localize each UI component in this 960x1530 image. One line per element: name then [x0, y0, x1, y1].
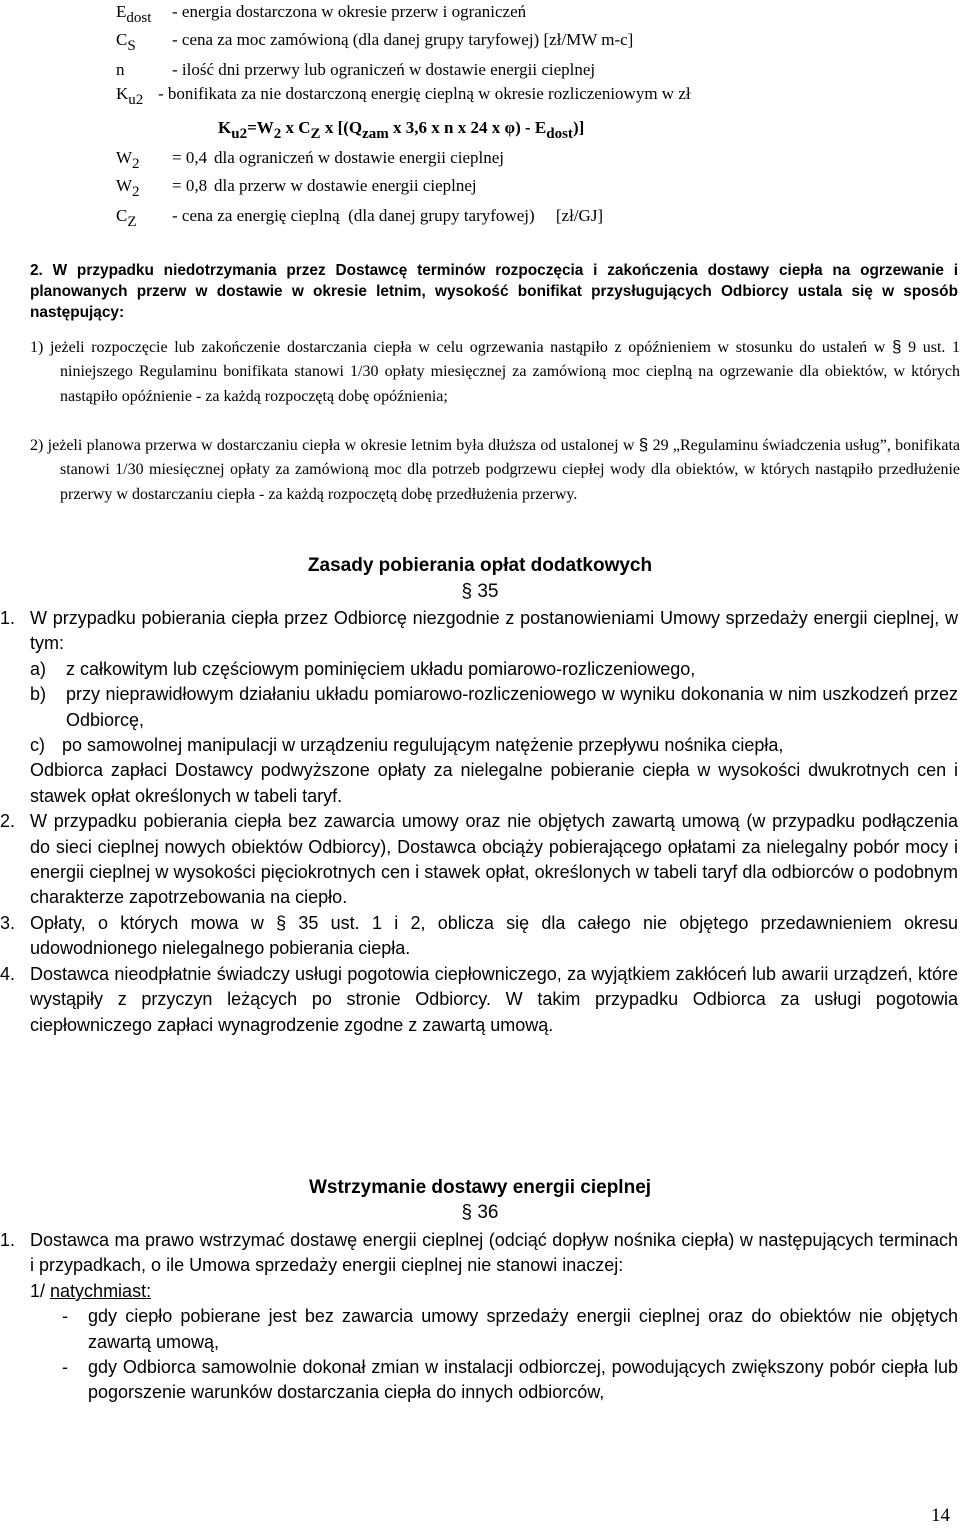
- definition-description: - bonifikata za nie dostarczoną energię cieplną w okresie rozliczeniowym w zł: [158, 84, 691, 103]
- parameter-value: - cena za energię cieplną (dla danej grupy taryfowej) [zł/GJ]: [172, 206, 604, 225]
- item-number: 2.: [0, 811, 16, 832]
- item-number: 4.: [0, 963, 16, 984]
- item-number: 1.: [0, 608, 16, 628]
- sub-item-label: natychmiast:: [50, 1280, 152, 1301]
- item-text: Dostawca ma prawo wstrzymać dostawę energii cieplnej (odciąć dopływ nośnika ciepła) w następujących terminach i przypadkach, o ile Umowa sprzedaży energii cieplnej nie stanowi inaczej:: [30, 1230, 958, 1276]
- page-number: 14: [931, 1505, 950, 1526]
- list-item: [0, 809, 958, 911]
- bonus-item-2: [30, 433, 960, 507]
- sub-item-heading: [0, 1279, 958, 1304]
- item-text: W przypadku pobierania ciepła przez Odbiorcę niezgodnie z postanowieniami Umowy sprzedaży energii cieplnej, w tym:: [30, 608, 958, 654]
- definition-symbol: n: [116, 60, 125, 79]
- item-letter: a): [30, 658, 47, 679]
- parameter-description: dla przerw w dostawie energii cieplnej: [214, 176, 477, 195]
- item-text: Dostawca nieodpłatnie świadczy usługi pogotowia ciepłowniczego, za wyjątkiem zakłóceń lub awarii urządzeń, które wystąpiły z przyczyn leżących po stronie Odbiorcy. W takim przypadku Odbiorca za usługi pogotowia ciepłowniczego zapłaci wynagrodzenie zgodne z zawartą umową.: [30, 963, 958, 1035]
- list-item: [0, 1355, 958, 1406]
- section-title: Wstrzymanie dostawy energii cieplnej: [308, 1177, 652, 1198]
- definition-description: - cena za moc zamówioną (dla danej grupy taryfowej) [zł/MW m-c]: [172, 30, 634, 49]
- list-item: [0, 1304, 958, 1355]
- list-item: [0, 962, 958, 1038]
- paragraph-text: W przypadku niedotrzymania przez Dostawcę terminów rozpoczęcia i zakończenia dostawy ciepła na ogrzewanie i planowanych przerw w dostawie w okresie letnim, wysokość bonifikat przysługujących Odbiorcy ustala się w sposób następujący:: [30, 262, 958, 321]
- item-number: 1.: [0, 1230, 16, 1250]
- definition-description: - energia dostarczona w okresie przerw i ograniczeń: [172, 2, 527, 21]
- definition-description: - ilość dni przerwy lub ograniczeń w dostawie energii cieplnej: [172, 60, 596, 79]
- item-text: Opłaty, o których mowa w § 35 ust. 1 i 2, oblicza się dla całego nie objętego przedawnieniem okresu udowodnionego nielegalnego pobierania ciepła.: [30, 912, 958, 959]
- section-35-item-1: [0, 606, 958, 1038]
- item-text: przy nieprawidłowym działaniu układu pomiarowo-rozliczeniowego w wyniku dokonania w nim uszkodzeń przez Odbiorcę,: [66, 684, 958, 730]
- item-text: gdy ciepło pobierane jest bez zawarcia umowy sprzedaży energii cieplnej oraz do obiektów nie objętych zawartą umową,: [88, 1306, 958, 1352]
- bonus-formula: Ku2=W2 x CZ x [(Qzam x 3,6 x n x 24 x φ) - Edost)]: [218, 118, 585, 142]
- item-number: 1): [30, 339, 44, 356]
- item-tail: Odbiorca zapłaci Dostawcy podwyższone opłaty za nielegalne pobieranie ciepła w wysokości dwukrotnych cen i stawek opłat określonych w tabeli taryf.: [30, 760, 958, 806]
- item-text: 29 „Regulaminu świadczenia usług”, bonifikata stanowi 1/30 miesięcznej opłaty za zamówioną moc dla potrzeb podgrzewu ciepłej wody dla obiektów, w których nastąpiło przedłużenie przerwy w dostarczaniu ciepła - za każdą rozpoczętą dobę przedłużenia przerwy.: [60, 437, 960, 503]
- list-item: [0, 733, 958, 758]
- dash-bullet: -: [62, 1357, 68, 1378]
- item-letter: c): [30, 735, 45, 756]
- section-36-item-1: [0, 1228, 958, 1406]
- item-text: po samowolnej manipulacji w urządzeniu regulującym natężenie przepływu nośnika ciepła,: [62, 735, 784, 756]
- parameter-value: = 0,4: [172, 148, 208, 167]
- parameter-symbol: W2: [116, 148, 140, 172]
- item-number: 3.: [0, 912, 16, 933]
- section-number: § 35: [461, 581, 499, 602]
- definition-symbol: Ku2: [116, 84, 144, 108]
- item-text: z całkowitym lub częściowym pominięciem układu pomiarowo-rozliczeniowego,: [66, 658, 696, 679]
- list-item: [0, 911, 958, 962]
- item-number: 2): [30, 437, 44, 454]
- item-letter: b): [30, 684, 47, 705]
- definition-symbol: Edost: [116, 2, 152, 26]
- sub-item-number: 1/: [30, 1280, 46, 1301]
- section-title: Zasady pobierania opłat dodatkowych: [307, 555, 653, 576]
- list-item: [0, 657, 958, 682]
- list-item: [0, 682, 958, 733]
- paragraph-number: 2.: [30, 262, 43, 279]
- section-number: § 36: [461, 1202, 499, 1223]
- parameter-description: dla ograniczeń w dostawie energii cieplnej: [214, 148, 504, 167]
- section-sign: §: [892, 337, 902, 356]
- item-text: jeżeli planowa przerwa w dostarczaniu ciepła w okresie letnim była dłuższa od ustalonej w: [47, 437, 635, 454]
- section-sign: §: [638, 435, 649, 454]
- dash-bullet: -: [62, 1306, 68, 1327]
- item-text: 9 ust. 1 niniejszego Regulaminu bonifikata stanowi 1/30 opłaty miesięcznej za zamówioną moc cieplną na ogrzewanie dla obiektów, w których nastąpiło opóźnienie - za każdą rozpoczętą dobę opóźnienia;: [60, 339, 960, 405]
- item-text: jeżeli rozpoczęcie lub zakończenie dostarczania ciepła w celu ogrzewania nastąpiło z opóźnieniem w stosunku do ustaleń w: [49, 339, 886, 356]
- bonus-paragraph-2: [30, 260, 958, 323]
- parameter-symbol: CZ: [116, 206, 137, 230]
- item-text: W przypadku pobierania ciepła bez zawarcia umowy oraz nie objętych zawartą umową (w przypadku podłączenia do sieci cieplnej nowych obiektów Odbiorcy), Dostawca obciąży pobierającego opłatami za nielegalny pobór mocy i energii cieplnej w wysokości pięciokrotnych cen i stawek opłat, określonych w tabeli taryf dla odbiorców o podobnym charakterze zapotrzebowania na ciepło.: [30, 811, 958, 908]
- bonus-item-1: [30, 335, 960, 409]
- item-text: gdy Odbiorca samowolnie dokonał zmian w instalacji odbiorczej, powodujących zwiększony pobór ciepła lub pogorszenie warunków dostarczania ciepła do innych odbiorców,: [88, 1357, 958, 1403]
- parameter-symbol: W2: [116, 176, 140, 200]
- parameter-value: = 0,8: [172, 176, 208, 195]
- definition-symbol: CS: [116, 30, 136, 54]
